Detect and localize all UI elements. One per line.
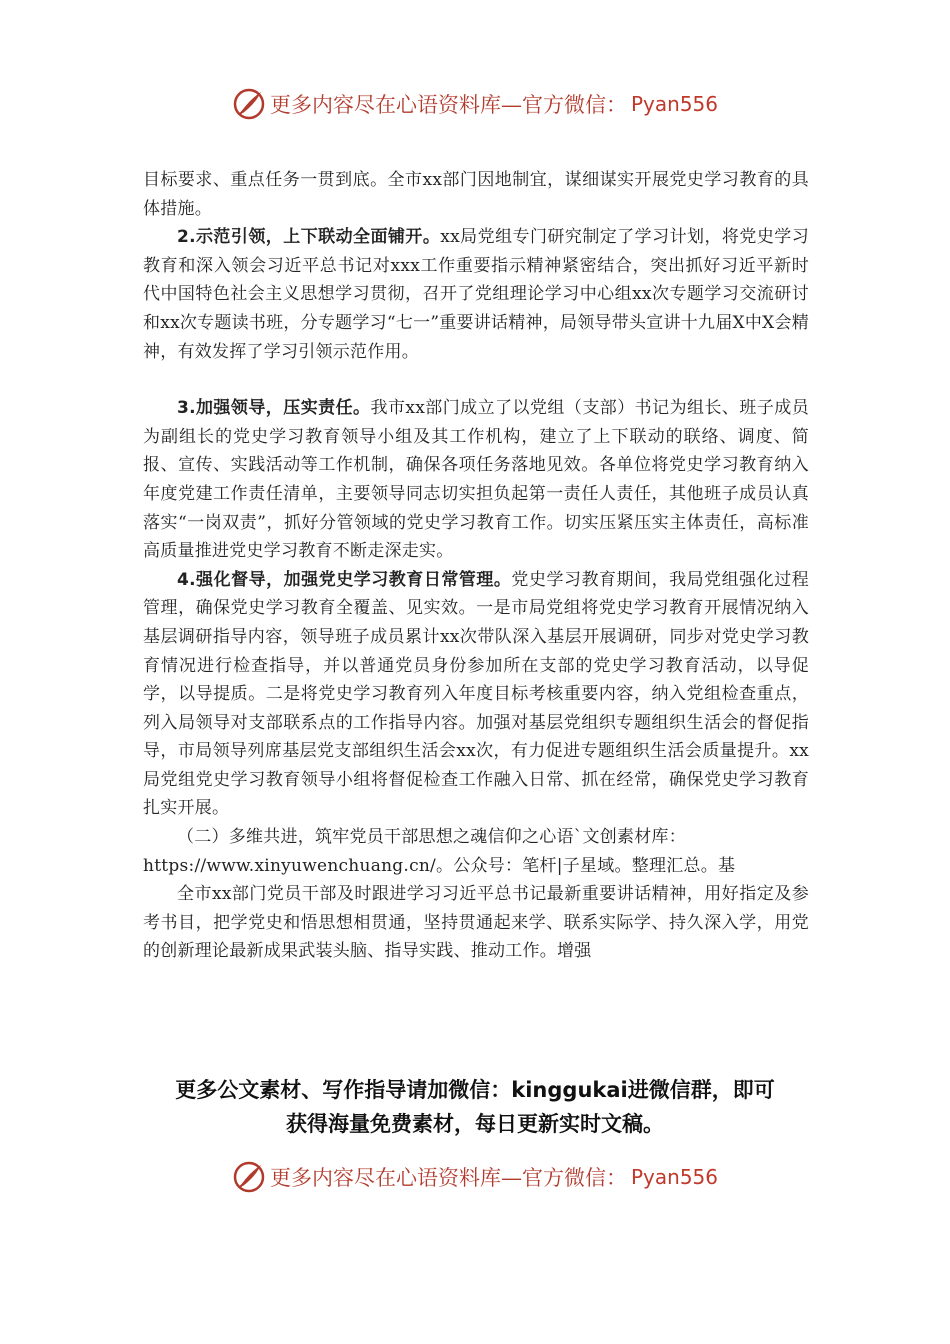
paragraph-2-text: xx局党组专门研究制定了学习计划，将党史学习教育和深入领会习近平总书记对xxx工作重要指示精神紧密结合，突出抓好习近平新时代中国特色社会主义思想学习贯彻，召开了党组理论学习中心组xx次专题学习交流研讨和xx次专题读书班，分专题学习“七一”重要讲话精神，局领导带头宣讲十九届X中X会精神，有效发挥了学习引领示范作用。	[143, 227, 810, 362]
promo-line-1: 更多公文素材、写作指导请加微信：kinggukai进微信群，即可	[175, 1078, 775, 1102]
paragraph-3	[143, 394, 809, 566]
paragraph-2	[143, 223, 809, 366]
promo-line-2: 获得海量免费素材，每日更新实时文稿。	[286, 1112, 664, 1136]
header-banner	[0, 84, 950, 124]
paragraph-4	[143, 566, 809, 823]
quill-logo-icon	[232, 87, 266, 121]
paragraph-2-heading: 2.示范引领，上下联动全面铺开。	[177, 227, 441, 248]
paragraph-3-text: 我市xx部门成立了以党组（支部）书记为组长、班子成员为副组长的党史学习教育领导小组及其工作机构，建立了上下联动的联络、调度、简报、宣传、实践活动等工作机制，确保各项任务落地见效。各单位将党史学习教育纳入年度党建工作责任清单，主要领导同志切实担负起第一责任人责任，其他班子成员认真落实“一岗双责”，抓好分管领域的党史学习教育工作。切实压紧压实主体责任，高标准高质量推进党史学习教育不断走深走实。	[143, 398, 809, 562]
footer-wechat-id: Pyan556	[630, 1165, 718, 1189]
source-url-line: https://www.xinyuwenchuang.cn/。公众号：笔杆|子星域。整理汇总。基	[143, 855, 736, 876]
quill-logo-icon	[232, 1160, 266, 1194]
section-heading-2: （二）多维共进，筑牢党员干部思想之魂信仰之心语`文创素材库：	[177, 827, 686, 848]
paragraph-4-text: 党史学习教育期间，我局党组强化过程管理，确保党史学习教育全覆盖、见实效。一是市局党组将党史学习教育开展情况纳入基层调研指导内容，领导班子成员累计xx次带队深入基层开展调研，同步对党史学习教育情况进行检查指导，并以普通党员身份参加所在支部的党史学习教育活动，以导促学，以导提质。二是将党史学习教育列入年度目标考核重要内容，纳入党组检查重点，列入局领导对支部联系点的工作指导内容。加强对基层党组织专题组织生活会的督促指导，市局领导列席基层党支部组织生活会xx次，有力促进专题组织生活会质量提升。xx局党组党史学习教育领导小组将督促检查工作融入日常、抓在经常，确保党史学习教育扎实开展。	[143, 569, 809, 819]
header-banner-text: 更多内容尽在心语资料库—官方微信：	[269, 93, 627, 117]
paragraph-3-heading: 3.加强领导，压实责任。	[177, 398, 371, 419]
paragraph-4-heading: 4.强化督导，加强党史学习教育日常管理。	[177, 569, 512, 590]
header-wechat-id: Pyan556	[630, 92, 718, 116]
document-body	[143, 166, 809, 966]
promo-notice	[0, 1073, 950, 1141]
paragraph-1: 目标要求、重点任务一贯到底。全市xx部门因地制宜，谋细谋实开展党史学习教育的具体措施。	[143, 170, 809, 219]
paragraph-6: 全市xx部门党员干部及时跟进学习习近平总书记最新重要讲话精神，用好指定及参考书目，把学党史和悟思想相贯通，坚持贯通起来学、联系实际学、持久深入学，用党的创新理论最新成果武装头脑、指导实践、推动工作。增强	[143, 884, 809, 962]
footer-banner-text: 更多内容尽在心语资料库—官方微信：	[269, 1166, 627, 1190]
footer-banner	[0, 1157, 950, 1197]
